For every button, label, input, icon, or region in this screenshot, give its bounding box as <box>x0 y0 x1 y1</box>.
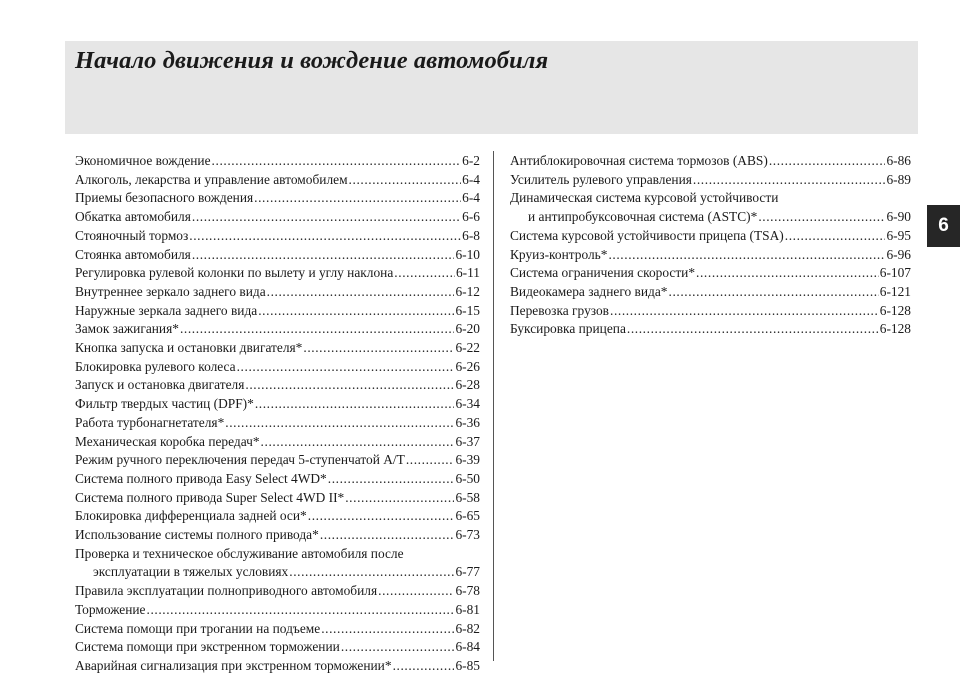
toc-page-number: 6-22 <box>455 340 480 356</box>
dot-leader <box>192 208 461 227</box>
toc-entry-title: Усилитель рулевого управления <box>510 171 692 187</box>
toc-entry-row <box>75 507 480 526</box>
toc-entry-row <box>75 189 480 208</box>
toc-page-number: 6-11 <box>455 265 480 281</box>
toc-entry-row <box>75 171 480 190</box>
toc-page-number: 6-85 <box>455 657 480 673</box>
toc-entry-title: Блокировка рулевого колеса <box>75 358 236 374</box>
toc-item[interactable] <box>510 320 911 339</box>
toc-entry-row <box>510 152 911 171</box>
toc-entry-title: Круиз-контроль* <box>510 246 608 262</box>
toc-entry-row <box>510 283 911 302</box>
dot-leader <box>321 620 454 639</box>
dot-leader <box>378 582 454 601</box>
toc-entry-title: Видеокамера заднего вида* <box>510 283 668 299</box>
toc-page-number: 6-84 <box>455 639 480 655</box>
page-title: Начало движения и вождение автомобиля <box>75 47 549 74</box>
toc-entry-title: Торможение <box>75 601 146 617</box>
toc-page-number: 6-37 <box>455 433 480 449</box>
toc-entry-row <box>75 563 480 582</box>
dot-leader <box>192 246 455 265</box>
toc-item[interactable] <box>75 601 480 620</box>
toc-item[interactable] <box>510 302 911 321</box>
toc-item[interactable] <box>75 152 480 171</box>
toc-entry-title: Система помощи при трогании на подъеме <box>75 620 321 636</box>
dot-leader <box>345 489 454 508</box>
toc-page-number: 6-15 <box>455 302 480 318</box>
toc-entry-row <box>75 395 480 414</box>
toc-item[interactable] <box>75 451 480 470</box>
dot-leader <box>696 264 879 283</box>
toc-entry-title: Режим ручного переключения передач 5-ступенчатой A/T <box>75 452 405 468</box>
toc-entry-row <box>510 320 911 339</box>
toc-item[interactable] <box>75 526 480 545</box>
toc-entry-title: Блокировка дифференциала задней оси* <box>75 508 307 524</box>
toc-item[interactable] <box>510 227 911 246</box>
toc-entry-title: Правила эксплуатации полноприводного автомобиля <box>75 583 378 599</box>
dot-leader <box>341 638 455 657</box>
toc-entry-title: Система ограничения скорости* <box>510 265 696 281</box>
toc-entry-title: Антиблокировочная система тормозов (ABS) <box>510 153 768 168</box>
toc-page-number: 6-81 <box>455 601 480 617</box>
dot-leader <box>267 283 455 302</box>
toc-page-number: 6-65 <box>455 508 480 524</box>
toc-item[interactable] <box>510 189 911 226</box>
toc-entry-row <box>75 414 480 433</box>
toc-page-number: 6-128 <box>879 302 911 318</box>
toc-entry-title: Приемы безопасного вождения <box>75 190 254 206</box>
dot-leader <box>245 376 454 395</box>
toc-entry-title: Использование системы полного привода* <box>75 527 319 543</box>
dot-leader <box>320 526 455 545</box>
toc-entry-title: Замок зажигания* <box>75 321 179 337</box>
toc-entry-title: Работа турбонагнетателя* <box>75 414 225 430</box>
dot-leader <box>237 358 455 377</box>
dot-leader <box>254 189 461 208</box>
toc-entry-row <box>510 208 911 227</box>
toc-page-number: 6-86 <box>886 153 911 168</box>
chapter-number-tab[interactable]: 6 <box>927 205 960 247</box>
toc-page-number: 6-95 <box>886 227 911 243</box>
toc-page-number: 6-12 <box>455 283 480 299</box>
toc-page-number: 6-28 <box>455 377 480 393</box>
toc-page-number: 6-20 <box>455 321 480 337</box>
dot-leader <box>608 246 885 265</box>
dot-leader <box>180 320 455 339</box>
toc-entry-title: Внутреннее зеркало заднего вида <box>75 283 266 299</box>
toc-item[interactable] <box>75 302 480 321</box>
toc-left-column <box>75 152 480 676</box>
dot-leader <box>212 152 462 171</box>
toc-item[interactable] <box>75 339 480 358</box>
toc-entry-row <box>75 601 480 620</box>
toc-page-number: 6-90 <box>886 209 911 225</box>
toc-page-number: 6-121 <box>879 283 911 299</box>
toc-item[interactable] <box>510 171 911 190</box>
dot-leader <box>669 283 879 302</box>
toc-entry-row <box>75 227 480 246</box>
toc-entry-title: Аварийная сигнализация при экстренном торможении* <box>75 657 392 673</box>
toc-entry-title: Запуск и остановка двигателя <box>75 377 245 393</box>
toc-page-number: 6-6 <box>462 209 480 225</box>
toc-item[interactable] <box>75 545 480 582</box>
toc-entry-row <box>75 433 480 452</box>
toc-entry-row <box>75 246 480 265</box>
toc-page-number: 6-89 <box>886 171 911 187</box>
toc-entry-title: Обкатка автомобиля <box>75 209 191 225</box>
toc-item[interactable] <box>75 358 480 377</box>
toc-item[interactable] <box>510 283 911 302</box>
toc-entry-title: Алкоголь, лекарства и управление автомобилем <box>75 171 348 187</box>
toc-page-number: 6-73 <box>455 527 480 543</box>
dot-leader <box>758 208 885 227</box>
toc-item[interactable] <box>75 620 480 639</box>
dot-leader <box>303 339 454 358</box>
toc-page-number: 6-8 <box>462 227 480 243</box>
toc-page-number: 6-36 <box>455 414 480 430</box>
toc-page-number: 6-58 <box>455 489 480 505</box>
dot-leader <box>255 395 455 414</box>
toc-item[interactable] <box>75 657 480 676</box>
toc-entry-title: Буксировка прицепа <box>510 321 626 337</box>
toc-entry-title-line: Динамическая система курсовой устойчивости <box>510 190 779 206</box>
toc-entry-row <box>75 283 480 302</box>
toc-item[interactable] <box>75 582 480 601</box>
toc-entry-title: Стояночный тормоз <box>75 227 189 243</box>
toc-entry-title: Экономичное вождение <box>75 153 211 168</box>
toc-item[interactable] <box>75 470 480 489</box>
toc-entry-row <box>75 152 480 171</box>
toc-entry-title: эксплуатации в тяжелых условиях <box>93 564 289 580</box>
toc-entry-title: Стоянка автомобиля <box>75 246 191 262</box>
toc-entry-row <box>75 302 480 321</box>
toc-entry-title: Наружные зеркала заднего вида <box>75 302 258 318</box>
toc-item[interactable] <box>510 264 911 283</box>
toc-entry-title: Система курсовой устойчивости прицепа (TSA) <box>510 227 784 243</box>
toc-entry-row <box>75 451 480 470</box>
toc-page-number: 6-2 <box>462 153 480 168</box>
dot-leader <box>394 264 455 283</box>
toc-entry-row <box>510 246 911 265</box>
toc-item[interactable] <box>75 264 480 283</box>
toc-entry-title-line: Проверка и техническое обслуживание автомобиля после <box>75 545 404 561</box>
toc-entry-row <box>75 582 480 601</box>
toc-page-number: 6-78 <box>455 583 480 599</box>
toc-entry-row <box>75 339 480 358</box>
toc-page-number: 6-39 <box>455 452 480 468</box>
toc-right-column <box>510 152 911 339</box>
toc-page-number: 6-26 <box>455 358 480 374</box>
toc-entry-title: Кнопка запуска и остановки двигателя* <box>75 340 303 356</box>
toc-entry-title: Перевозка грузов <box>510 302 609 318</box>
toc-entry-title: Механическая коробка передач* <box>75 433 260 449</box>
dot-leader <box>308 507 455 526</box>
dot-leader <box>785 227 886 246</box>
dot-leader <box>261 433 455 452</box>
toc-page-number: 6-50 <box>455 470 480 486</box>
toc-page-number: 6-82 <box>455 620 480 636</box>
toc-page-number: 6-128 <box>879 321 911 337</box>
toc-page-number: 6-96 <box>886 246 911 262</box>
toc-page-number: 6-77 <box>455 564 480 580</box>
toc-item[interactable] <box>75 246 480 265</box>
toc-item[interactable] <box>75 227 480 246</box>
toc-item[interactable] <box>75 208 480 227</box>
dot-leader <box>610 302 879 321</box>
dot-leader <box>225 414 454 433</box>
toc-item[interactable] <box>510 152 911 171</box>
toc-item[interactable] <box>75 320 480 339</box>
toc-entry-title: и антипробуксовочная система (ASTC)* <box>528 209 758 225</box>
dot-leader <box>289 563 454 582</box>
toc-item[interactable] <box>75 283 480 302</box>
toc-entry-row <box>75 470 480 489</box>
dot-leader <box>693 171 886 190</box>
toc-page-number: 6-107 <box>879 265 911 281</box>
toc-entry-row <box>75 638 480 657</box>
toc-item[interactable] <box>510 246 911 265</box>
toc-item[interactable] <box>75 189 480 208</box>
toc-entry-row <box>75 358 480 377</box>
toc-entry-row <box>75 264 480 283</box>
toc-page-number: 6-4 <box>462 190 480 206</box>
toc-item[interactable] <box>75 414 480 433</box>
toc-entry-row <box>75 526 480 545</box>
toc-item[interactable] <box>75 171 480 190</box>
toc-entry-row <box>75 620 480 639</box>
dot-leader <box>393 657 455 676</box>
dot-leader <box>406 451 455 470</box>
chapter-header <box>65 41 918 134</box>
dot-leader <box>328 470 455 489</box>
dot-leader <box>769 152 886 171</box>
toc-entry-row <box>510 171 911 190</box>
toc-item[interactable] <box>75 376 480 395</box>
toc-page-number: 6-10 <box>455 246 480 262</box>
column-divider <box>493 151 494 661</box>
toc-entry-title: Фильтр твердых частиц (DPF)* <box>75 396 254 412</box>
toc-entry-row <box>510 264 911 283</box>
toc-entry-title: Регулировка рулевой колонки по вылету и углу наклона <box>75 265 394 281</box>
toc-item[interactable] <box>75 489 480 508</box>
dot-leader <box>147 601 455 620</box>
toc-entry-row <box>75 657 480 676</box>
toc-entry-row <box>75 376 480 395</box>
toc-item[interactable] <box>75 507 480 526</box>
toc-page-number: 6-34 <box>455 396 480 412</box>
toc-entry-row <box>75 320 480 339</box>
toc-item[interactable] <box>75 433 480 452</box>
dot-leader <box>349 171 462 190</box>
toc-entry-title: Система помощи при экстренном торможении <box>75 639 340 655</box>
toc-page-number: 6-4 <box>462 171 480 187</box>
toc-entry-row <box>75 489 480 508</box>
toc-entry-row <box>510 227 911 246</box>
dot-leader <box>258 302 454 321</box>
toc-item[interactable] <box>75 638 480 657</box>
toc-entry-row <box>75 208 480 227</box>
dot-leader <box>189 227 461 246</box>
dot-leader <box>627 320 879 339</box>
toc-entry-title: Система полного привода Super Select 4WD II* <box>75 489 345 505</box>
toc-item[interactable] <box>75 395 480 414</box>
toc-entry-title: Система полного привода Easy Select 4WD* <box>75 470 327 486</box>
toc-entry-row <box>510 302 911 321</box>
